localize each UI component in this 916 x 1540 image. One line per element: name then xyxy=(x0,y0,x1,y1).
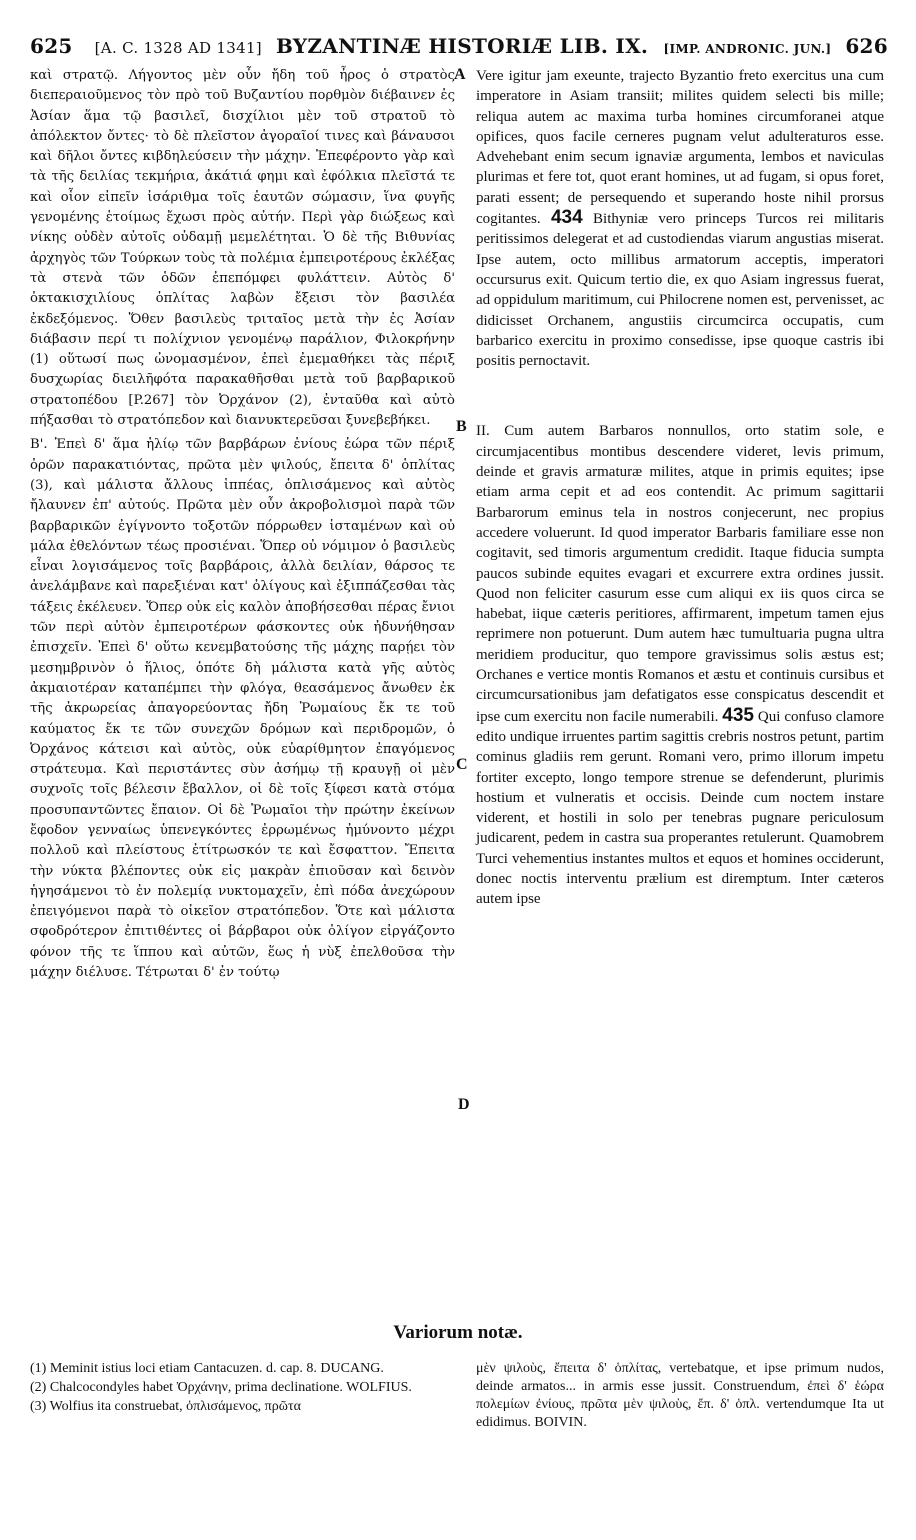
greek-paragraph-1: καὶ στρατῷ. Λήγοντος μὲν οὖν ἤδη τοῦ ἦρος ὁ στρατὸς διεπεραιοῦμενος τὸν πρὸ τοῦ Βυζαντίου πορθμὸν διέβαινεν ἐς Ἀσίαν ἅμα τῷ βασιλεῖ, δισχίλιοι μὲν τοῦ στρατοῦ τὸ ἀπόλεκτον ὄντες· τὸ δὲ πλεῖστον ἀγοραῖοί τινες καὶ βάναυσοι καὶ δῆλοι ὄντες κιβδηλεύσειν τὴν μάχην. Ἐπεφέροντο γὰρ καὶ τὰ τῆς δειλίας τεκμήρια, ἀκάτιά φημι καὶ ἐφόλκια πλεῖστά τε καὶ οἷον εἰπεῖν ἰσάριθμα τοῖς ἑαυτῶν σώμασιν, ἵνα φυγῆς γενομένης ἑτοίμως ἔχωσι πρὸς αὐτήν. Περὶ γὰρ διώξεως καὶ νίκης οὐδὲν αὐτοῖς οὐδαμῇ μεμελέτηται. Ὁ δὲ τῆς Βιθυνίας ἀρχηγὸς τῶν Τούρκων τοὺς τὰ πολέμια ἐμπειροτέρους ἐκλέξας τὰ στενὰ τῶν ὁδῶν ἐπεπόμφει φυλάττειν. Αὐτὸς δ' ὀκτακισχιλίους ὁπλίτας λαβὼν ἔξεισι τὸν βασιλέα ἐκδεξόμενος. Ὅθεν βασιλεὺς τριταῖος μετὰ τὴν ἐς Ἀσίαν διάβασιν περί τι πολίχνιον γενομένῳ παράλιον, Φιλοκρήνην (1) οὕτωσί πως ὠνομασμένον, ἐπεὶ ἐμεμαθήκει τὰς πέριξ δυσχωρίας διειλῆφότα παρακαθῆσθαι μετὰ τοῦ βαρβαρικοῦ στρατοπέδου [P.267] τὸν Ὀρχάνον (2), ἐνταῦθα καὶ αὐτὸ πήξασθαι τὸ στρατόπεδον καὶ διανυκτερεῦσαι ξυνεβεβήκει. xyxy=(30,68,455,429)
latin-paragraph-1b: Bithyniæ vero princeps Turcos rei militaris peritissimos delegerat et ad custodiendas viarum angustias miserat. Ipse autem, octo millibus armatorum acceptis, imperatori occursurus exit. Quicum tertio die, ex quo Asiam ingressus fuerat, ad oppidulum maritimum, cui Philocrene nomen est, pervenisset, ac didicisset Orchanem, angustiis circumcirca occupatis, cum barbarico exercitu in proximo consedisse, ipse quoque castris ibi positis pernoctavit. xyxy=(476,211,885,370)
page-number-right: 626 xyxy=(845,34,888,58)
margin-marker-c: C xyxy=(456,756,468,773)
book-title: BYZANTINÆ HISTORIÆ LIB. IX. xyxy=(275,34,649,58)
margin-marker-b: B xyxy=(456,418,467,435)
pagination-number-434: 434 xyxy=(550,207,583,229)
notes-right-column xyxy=(476,1360,884,1433)
margin-marker-a: A xyxy=(454,66,466,83)
greek-paragraph-2: Β'. Ἐπεὶ δ' ἅμα ἡλίῳ τῶν βαρβάρων ἐνίους ἑώρα τῶν πέριξ ὀρῶν παρακατιόντας, πρῶτα μὲν ψιλούς, ἔπειτα δ' ὁπλίτας (3), καὶ μάλιστα ἄλλους ἱππέας, ὁπλισάμενος καὶ αὐτὸς ἤλαυνεν ἐπ' αὐτούς. Πρῶτα μὲν οὖν ἀκροβολισμοὶ παρὰ τῶν βαρβαρικῶν ἐγίγνοντο τοξοτῶν πόρρωθεν ἱσταμένων καὶ οὐ μάλα ἐθελόντων τέως προσιέναι. Ὅπερ οὐ νόμιμον ὁ βασιλεὺς εἶναι λογισάμενος τοῖς βαρβάροις, ἀλλὰ δειλίαν, θάρσος τε ἀνελάμβανε καὶ παρεξιέναι κατ' ὀλίγους καὶ ἐξιππάζεσθαι τὰς τάξεις ἐκέλευεν. Ὅπερ οὐκ εἰς καλὸν ἀποβήσεσθαι πέρας ἔνιοι τῶν περὶ αὐτὸν ἐμπειροτέρων φάσκοντες οὐκ ἠδυνήθησαν ἐπισχεῖν. Ἐπεὶ δ' οὕτω κενεμβατούσης τῆς μάχης παρῄει τὸν μεσημβρινὸν ὁ ἥλιος, ὁπότε δὴ μάλιστα κατὰ γῆς αὐτὸς ἀκμαιοτέραν καταπέμπει τὴν φλόγα, θεασάμενος ἄνωθεν ἐκ τῆς ἀκρωρείας ἀπαγορεύοντας ἤδη Ῥωμαίους ἔκ τε τοῦ καύματος ἔκ τε τῶν συνεχῶν δρόμων καὶ περιδρομῶν, ὁ Ὀρχάνος κάτεισι καὶ αὐτὸς, οὐκ εὐαρίθμητον ἐπαγόμενος στράτευμα. Καὶ περιστάντες σὺν ἀσήμῳ τῇ κραυγῇ οἱ μὲν συχνοῖς τοῖς βέλεσιν ἔβαλλον, οἱ δὲ τοῖς ξίφεσι κατὰ στόμα προσυπαντῶντες ἔπαιον. Οἱ δὲ Ῥωμαῖοι τὴν πρώτην ἐκείνων ἔφοδον γενναίως ὑπενεγκόντες ἐρρωμένως ἠμύνοντο μέχρι πολλοῦ καὶ πλείστους ἐτίτρωσκόν τε καὶ ἔσφαττον. Ἔπειτα τὴν νύκτα βλέποντες οὐκ εἰς μακρὰν ἐπιοῦσαν καὶ δεινὸν ἡγησάμενοι τὸ ἐν πολεμίᾳ νυκτομαχεῖν, ἐπὶ πόδα ἀνεχώρουν ἐπειγόμενοι παρὰ τὸ οἰκεῖον στρατόπεδον. Ὅτε καὶ μάλιστα σφοδρότερον ἐπιτιθέντες οἱ βάρβαροι οὐκ ὀλίγον εἰργάζοντο φόνον τῆς τε ἵππου καὶ αὐτῶν, ἕως ἡ νὺξ ἐπελθοῦσα τὴν μάχην διέλυσε. Τέτρωται δ' ἐν τούτῳ xyxy=(30,437,455,981)
latin-paragraph-2 xyxy=(476,421,884,909)
emperor-heading: [IMP. ANDRONIC. JUN.] xyxy=(663,42,832,56)
footnote-2: (2) Chalcocondyles habet Ὀρχάνην, prima declinatione. WOLFIUS. xyxy=(30,1380,412,1395)
pagination-number-435: 435 xyxy=(722,704,754,726)
latin-paragraph-2b: Qui confuso clamore edito undique irruentes partim sagittis crebris nostros petunt, partim cominus gladiis rem gerunt. Romani vero, primo illorum impetu fortiter excepto, longo tempore strenue se defenderunt, plurimis hostium et vulneratis et occisis. Deinde cum noctem instare viderent, et hostili in solo per tenebras pugnare periculosum judicarent, pedem in castra sua properantes retulerunt. Quamobrem Turci vehementius instantes multos et equos et homines occiderunt, donec noctis interventu prælium est diremptum. Inter cæteros autem ipse xyxy=(476,708,885,908)
year-range: [A. C. 1328 AD 1341] xyxy=(94,39,262,57)
running-header xyxy=(30,34,888,62)
greek-column xyxy=(30,66,455,983)
notes-left-column xyxy=(30,1360,455,1417)
footnote-1: (1) Meminit istius loci etiam Cantacuzen. d. cap. 8. DUCANG. xyxy=(30,1361,384,1376)
latin-paragraph-1a: Vere igitur jam exeunte, trajecto Byzantio freto exercitus una cum imperatore in Asiam transiit; milites quidem selecti bis mille; reliqua autem ac maxima turba homines circumforanei atque opifices, quos facile cerneres pugnam velut adulteraturos esse. Advehebant enim secum ignaviæ argumenta, lembos et naviculas plurimas et fere tot, quot erant homines, ut ad fugam, si opus foret, parati essent; de persequendo et superando hoste nihil prorsus cogitantes. xyxy=(476,68,884,228)
page-number-left: 625 xyxy=(30,34,73,58)
latin-paragraph-1 xyxy=(476,66,884,371)
footnote-3: (3) Wolfius ita construebat, ὁπλισάμενος, πρῶτα xyxy=(30,1399,301,1414)
notes-heading: Variorum notæ. xyxy=(393,1322,523,1343)
latin-paragraph-2a: II. Cum autem Barbaros nonnullos, orto statim sole, e circumjacentibus montibus descendere videret, levis primum, deinde et gravis armaturæ milites, atque in primis equites; ipse etiam arma cepit et ad eos contendit. Ac primum sagittarii Barbarorum eminus tela in nostros conjecerunt, nec propius accedere voluerunt. Id quod imperator Barbaris familiare esse non cogitavit, sed timoris argumentum credidit. Itaque fiducia sumpta paucos subinde equites evagari et excurrere extra ordines jussit. Quod non feliciter casurum esse cum aliqui ex iis quos circa se habebat, iique cæteris peritiores, affirmarent, impetum tamen ejus reprimere non potuerunt. Dum autem hæc tumultuaria pugna ultra meridiem producitur, quo tempore gravissimus solis æstus est; Orchanes e vertice montis Romanos et æstu et continuis cursibus et circumcursationibus jam defatigatos esse conspicatus descendit et ipse cum exercitu non facile numerabili. xyxy=(476,423,884,725)
margin-marker-d: D xyxy=(458,1096,470,1113)
footnote-3-continued: μὲν ψιλοὺς, ἔπειτα δ' ὁπλίτας, vertebatque, et ipse primum nudos, deinde armatos... in armis esse jussit. Construendum, ἐπεὶ δ' ἑώρα πολεμίων ἐνίους, πρῶτα μὲν ψιλοὺς, ἔπ. δ' ὁπλ. vertendumque Ita ut edidimus. BOIVIN. xyxy=(476,1361,884,1430)
latin-column xyxy=(476,66,884,910)
